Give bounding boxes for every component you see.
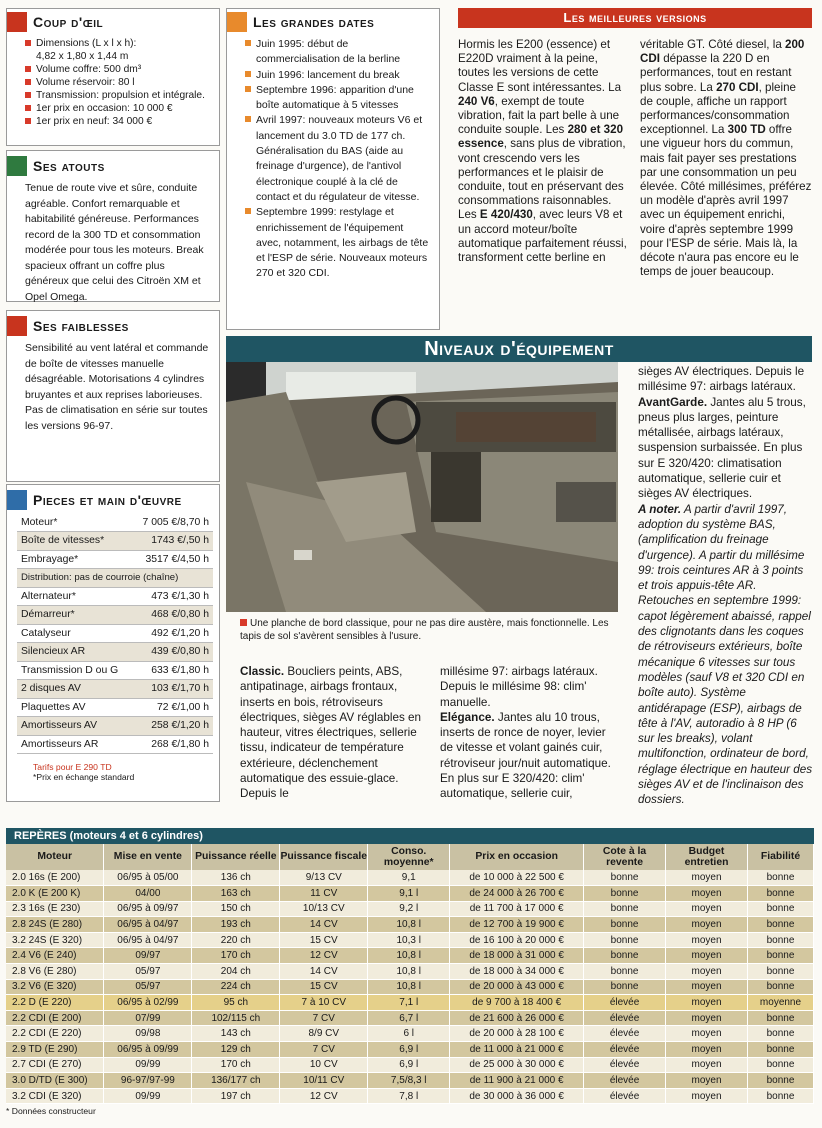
orange-marker <box>227 12 247 32</box>
part-name: Silencieux AR <box>17 643 132 662</box>
bullet-square <box>25 105 31 111</box>
table-cell: 136 ch <box>192 870 280 886</box>
bullet-item <box>25 115 209 128</box>
bullet-text: Volume coffre: 500 dm³ <box>36 64 142 75</box>
pieces-box <box>6 484 220 802</box>
table-cell: de 24 000 à 26 700 € <box>450 886 584 902</box>
table-cell: de 25 000 à 30 000 € <box>450 1057 584 1073</box>
part-price: 268 €/1,80 h <box>132 735 213 754</box>
parts-row <box>17 532 213 551</box>
table-cell: 10/11 CV <box>280 1073 368 1089</box>
table-cell: 9,2 l <box>368 901 450 917</box>
table-cell: de 12 700 à 19 900 € <box>450 917 584 933</box>
part-price: 103 €/1,70 h <box>132 680 213 699</box>
table-cell: bonne <box>584 870 666 886</box>
table-cell: 7 à 10 CV <box>280 995 368 1011</box>
table-cell: bonne <box>747 979 813 995</box>
table-row <box>6 1010 814 1026</box>
part-name: Transmission D ou G <box>17 661 132 680</box>
bullet-text: Septembre 1999: restylage et enrichissement de l'équipement avec, notamment, les airbags de tête et l'ESP de série. Nouveaux moteurs 270 et 320 CDI. <box>256 206 429 280</box>
table-cell: moyen <box>666 917 748 933</box>
grandes-dates-box <box>226 8 440 330</box>
parts-row <box>17 624 213 643</box>
table-cell: bonne <box>584 964 666 980</box>
part-price: 492 €/1,20 h <box>132 624 213 643</box>
table-cell: moyen <box>666 1088 748 1104</box>
red-bullet <box>240 619 247 626</box>
column-header: Prix en occasion <box>450 844 584 870</box>
body-text: offre une vigueur hors du commun, mais fait payer ses prestations par une consommation un peu élevée. Côté millésimes, préférez un modèle d'après avril 1997 avec un équipement enrichi, voire d'après septembre 1999 pour l'ESP de série. Mais là, la décote n'aura pas encore eu le temps de jouer beaucoup. <box>640 123 812 279</box>
bold-text: 300 TD <box>727 123 766 137</box>
column-header: Conso. moyenne* <box>368 844 450 870</box>
faiblesses-box <box>6 310 220 482</box>
table-cell: 136/177 ch <box>192 1073 280 1089</box>
table-cell: 06/95 à 09/99 <box>104 1042 192 1058</box>
table-cell: 15 CV <box>280 932 368 948</box>
table-cell: 9,1 l <box>368 886 450 902</box>
part-name: Catalyseur <box>17 624 132 643</box>
table-cell: moyen <box>666 964 748 980</box>
column-header: Puissance réelle <box>192 844 280 870</box>
niveaux-col-3 <box>638 364 814 808</box>
part-name: Plaquettes AV <box>17 698 132 717</box>
bullet-item <box>25 102 209 115</box>
body-text: A partir d'avril 1997, adoption du système BAS, (amplification du freinage d'urgence). A partir du millésime 99: trois ceintures AR à 3 points et trois appuis-tête AR. Retouches en septembre 1999: capot légèrement abaissé, rappel des clignotants dans les coques de rétroviseurs extérieurs, boîte mécanique 6 vitesses sur tous modèles (sauf V8 et 320 CDI en boîte auto). Système antidérapage (ESP), airbags de tête à l'AV, autoradio à 8 HP (6 sur les breaks), volant multifonction, ordinateur de bord, réglage électrique en hauteur des sièges AV et de l'inclinaison des dossiers. <box>638 502 813 807</box>
table-cell: 10 CV <box>280 1057 368 1073</box>
part-price: 1743 €/,50 h <box>132 532 213 551</box>
table-cell: 7,8 l <box>368 1088 450 1104</box>
table-cell: bonne <box>747 964 813 980</box>
table-cell: de 11 900 à 21 000 € <box>450 1073 584 1089</box>
table-cell: 95 ch <box>192 995 280 1011</box>
body-text: Boucliers peints, ABS, antipatinage, airbags frontaux, inserts en bois, rétroviseurs électriques, sièges AV réglables en hauteur, vitres électriques, sellerie tissu, indicateur de température extérieure, déclenchement automatique des essuie-glace. Depuis le <box>240 665 422 801</box>
pieces-title: Pieces et main d'œuvre <box>33 492 182 508</box>
bold-text: Elégance. <box>440 710 495 724</box>
green-marker <box>7 156 27 176</box>
niveaux-col-1 <box>240 664 426 802</box>
table-cell: de 9 700 à 18 400 € <box>450 995 584 1011</box>
table-cell: de 21 600 à 26 000 € <box>450 1010 584 1026</box>
table-cell: 12 CV <box>280 948 368 964</box>
bullet-text: Dimensions (L x l x h): <box>36 38 137 49</box>
bullet-square <box>25 92 31 98</box>
meilleures-title: Les meilleures versions <box>458 8 812 28</box>
bullet-item <box>245 83 431 114</box>
table-cell: de 11 000 à 21 000 € <box>450 1042 584 1058</box>
table-cell: bonne <box>584 948 666 964</box>
table-row <box>6 870 814 886</box>
bullet-text: Juin 1995: début de commercialisation de la berline <box>256 38 401 66</box>
table-cell: bonne <box>747 1088 813 1104</box>
part-price: 439 €/0,80 h <box>132 643 213 662</box>
parts-row <box>17 680 213 699</box>
bullet-square <box>245 116 251 122</box>
body-text: Jantes alu 5 trous, pneus plus larges, peinture métallisée, airbags latéraux, suspension surbaissée. En plus sur E 320/420: climatisation automatique, sellerie cuir et sièges AV électriques. <box>638 395 806 501</box>
bullet-text: Avril 1997: nouveaux moteurs V6 et lancement du 3.0 TD de 177 ch. Généralisation du BAS (aide au freinage d'urgence), de l'antivol électronique couplé à la clé de contact et du régulateur de vitesse. <box>256 114 423 203</box>
part-name: Démarreur* <box>17 606 132 625</box>
table-cell: 163 ch <box>192 886 280 902</box>
table-cell: 2.4 V6 (E 240) <box>6 948 104 964</box>
table-cell: bonne <box>747 1010 813 1026</box>
table-cell: moyenne <box>747 995 813 1011</box>
bullet-item <box>25 63 209 76</box>
table-cell: 3.2 24S (E 320) <box>6 932 104 948</box>
dates-list <box>227 33 439 282</box>
table-cell: 3.2 V6 (E 320) <box>6 979 104 995</box>
table-row <box>6 1026 814 1042</box>
tarifs-note <box>33 762 219 782</box>
caption-text: Une planche de bord classique, pour ne pas dire austère, mais fonctionnelle. Les tapis de sol s'avèrent sensibles à l'usure. <box>240 618 609 642</box>
niveaux-title: Niveaux d'équipement <box>226 336 812 362</box>
table-cell: 2.8 V6 (E 280) <box>6 964 104 980</box>
part-price: 473 €/1,30 h <box>132 587 213 606</box>
coup-doeil-list <box>7 33 219 128</box>
bullet-square <box>245 40 251 46</box>
table-cell: 06/95 à 09/97 <box>104 901 192 917</box>
table-cell: 2.2 CDI (E 200) <box>6 1010 104 1026</box>
part-name: Boîte de vitesses* <box>17 532 132 551</box>
parts-row <box>17 661 213 680</box>
table-cell: moyen <box>666 1042 748 1058</box>
table-cell: de 11 700 à 17 000 € <box>450 901 584 917</box>
bullet-square <box>25 66 31 72</box>
bold-text: 270 CDI <box>716 80 759 94</box>
bullet-text: Transmission: propulsion et intégrale. <box>36 90 205 101</box>
table-cell: 6 l <box>368 1026 450 1042</box>
table-header-row <box>6 844 814 870</box>
niveaux-col-2 <box>440 664 620 802</box>
body-text: millésime 97: airbags latéraux. Depuis le millésime 98: clim' manuelle. <box>440 665 598 709</box>
table-cell: 170 ch <box>192 948 280 964</box>
body-text: , pleine de couple, affiche un rapport performances/consommation exceptionnel. La <box>640 80 796 137</box>
bullet-item <box>245 68 431 83</box>
bullet-square <box>25 40 31 46</box>
table-cell: 09/99 <box>104 1057 192 1073</box>
bold-text: 280 et 320 essence <box>458 123 624 151</box>
table-cell: 2.2 CDI (E 220) <box>6 1026 104 1042</box>
column-header: Cote à la revente <box>584 844 666 870</box>
table-cell: 07/99 <box>104 1010 192 1026</box>
table-cell: élevée <box>584 1010 666 1026</box>
table-cell: moyen <box>666 995 748 1011</box>
bullet-item <box>25 50 209 63</box>
table-cell: bonne <box>747 1026 813 1042</box>
table-cell: 220 ch <box>192 932 280 948</box>
part-name: Moteur* <box>17 513 132 532</box>
bullet-text: 1er prix en occasion: 10 000 € <box>36 103 173 114</box>
table-cell: moyen <box>666 901 748 917</box>
bullet-text: Septembre 1996: apparition d'une boîte automatique à 5 vitesses <box>256 83 414 112</box>
table-cell: 8/9 CV <box>280 1026 368 1042</box>
table-cell: 2.8 24S (E 280) <box>6 917 104 933</box>
tarifs-label: Tarifs pour E 290 TD <box>33 762 112 772</box>
table-cell: 2.7 CDI (E 270) <box>6 1057 104 1073</box>
table-cell: de 20 000 à 43 000 € <box>450 979 584 995</box>
table-cell: bonne <box>747 1073 813 1089</box>
table-cell: de 10 000 à 22 500 € <box>450 870 584 886</box>
table-row <box>6 1042 814 1058</box>
red-marker <box>7 12 27 32</box>
bold-text: 240 V6 <box>458 94 495 108</box>
table-cell: 12 CV <box>280 1088 368 1104</box>
table-cell: moyen <box>666 870 748 886</box>
bullet-square <box>245 71 251 77</box>
bullet-square <box>25 79 31 85</box>
part-name: Distribution: pas de courroie (chaîne) <box>17 569 213 588</box>
table-cell: 10,8 l <box>368 964 450 980</box>
column-header: Fiabilité <box>747 844 813 870</box>
table-row <box>6 886 814 902</box>
table-cell: 05/97 <box>104 964 192 980</box>
photo-caption <box>240 618 624 643</box>
table-cell: 06/95 à 04/97 <box>104 917 192 933</box>
coup-doeil-title: Coup d'œil <box>33 14 104 30</box>
table-cell: de 20 000 à 28 100 € <box>450 1026 584 1042</box>
table-cell: 129 ch <box>192 1042 280 1058</box>
table-cell: 10/13 CV <box>280 901 368 917</box>
table-cell: élevée <box>584 995 666 1011</box>
table-cell: élevée <box>584 1088 666 1104</box>
table-row <box>6 1073 814 1089</box>
bullet-text: 4,82 x 1,80 x 1,44 m <box>36 51 129 62</box>
table-cell: 06/95 à 05/00 <box>104 870 192 886</box>
body-text: dépasse la 220 D en performances, tout en restant plus sobre. La <box>640 52 792 94</box>
column-header: Mise en vente <box>104 844 192 870</box>
coup-doeil-box <box>6 8 220 146</box>
bullet-square <box>245 86 251 92</box>
table-cell: 2.3 16s (E 230) <box>6 901 104 917</box>
table-cell: 224 ch <box>192 979 280 995</box>
atouts-title: Ses atouts <box>33 158 105 174</box>
table-row <box>6 995 814 1011</box>
column-header: Puissance fiscale <box>280 844 368 870</box>
table-cell: 7,5/8,3 l <box>368 1073 450 1089</box>
table-cell: 143 ch <box>192 1026 280 1042</box>
table-cell: bonne <box>747 901 813 917</box>
parts-table <box>17 513 213 754</box>
part-name: Amortisseurs AV <box>17 717 132 736</box>
red-marker <box>7 316 27 336</box>
table-cell: 2.2 D (E 220) <box>6 995 104 1011</box>
bullet-text: Volume réservoir: 80 l <box>36 77 135 88</box>
bullet-item <box>25 37 209 50</box>
table-cell: bonne <box>747 1042 813 1058</box>
table-cell: bonne <box>747 870 813 886</box>
table-cell: bonne <box>584 979 666 995</box>
bold-text: AvantGarde. <box>638 395 708 409</box>
table-cell: 6,9 l <box>368 1057 450 1073</box>
parts-row <box>17 550 213 569</box>
part-price: 468 €/0,80 h <box>132 606 213 625</box>
table-row <box>6 932 814 948</box>
table-cell: 204 ch <box>192 964 280 980</box>
dashboard-photo <box>226 362 618 612</box>
table-cell: moyen <box>666 886 748 902</box>
parts-row <box>17 717 213 736</box>
body-text: Hormis les E200 (essence) et E220D vraiment à la peine, toutes les versions de cette Classe E sont intéressantes. La <box>458 38 622 94</box>
body-text: , sans plus de vibration, vont crescendo vers les performances et le plaisir de conduite, tout en préservant des consommations raisonnables. Les <box>458 137 626 222</box>
table-cell: bonne <box>584 917 666 933</box>
faiblesses-title: Ses faiblesses <box>33 318 129 334</box>
part-name: Alternateur* <box>17 587 132 606</box>
atouts-box <box>6 150 220 302</box>
part-name: Embrayage* <box>17 550 132 569</box>
table-cell: 170 ch <box>192 1057 280 1073</box>
table-cell: 197 ch <box>192 1088 280 1104</box>
echange-note: *Prix en échange standard <box>33 772 135 782</box>
faiblesses-text: Sensibilité au vent latéral et commande de boîte de vitesses manuelle désagréable. Motorisations 4 cylindres bruyantes et aux reprises laborieuses. Pas de climatisation en série sur toutes les versions 96-97. <box>25 342 209 432</box>
table-cell: de 30 000 à 36 000 € <box>450 1088 584 1104</box>
table-cell: 7 CV <box>280 1010 368 1026</box>
table-row <box>6 1088 814 1104</box>
table-cell: bonne <box>584 901 666 917</box>
table-cell: 04/00 <box>104 886 192 902</box>
reperes-table <box>6 844 814 1104</box>
bold-text: E 420/430 <box>479 208 533 222</box>
table-cell: bonne <box>747 932 813 948</box>
table-cell: 102/115 ch <box>192 1010 280 1026</box>
bullet-text: Juin 1996: lancement du break <box>256 68 400 81</box>
parts-row <box>17 587 213 606</box>
body-text: , exempt de toute vibration, fait la part belle à une conduite souple. Les <box>458 94 620 137</box>
table-cell: moyen <box>666 932 748 948</box>
bold-text: 200 CDI <box>640 38 805 66</box>
table-cell: moyen <box>666 1073 748 1089</box>
body-text: , avec leurs V8 et un accord moteur/boîte automatique parfaitement réussi, transforment cette berline en <box>458 208 627 265</box>
table-row <box>6 1057 814 1073</box>
table-cell: élevée <box>584 1042 666 1058</box>
table-cell: 3.2 CDI (E 320) <box>6 1088 104 1104</box>
table-cell: 193 ch <box>192 917 280 933</box>
meilleures-col-1 <box>458 38 628 265</box>
reperes-title: REPÈRES (moteurs 4 et 6 cylindres) <box>6 828 814 844</box>
table-cell: de 16 100 à 20 000 € <box>450 932 584 948</box>
table-cell: 9/13 CV <box>280 870 368 886</box>
table-cell: élevée <box>584 1057 666 1073</box>
table-cell: élevée <box>584 1073 666 1089</box>
table-cell: 2.0 K (E 200 K) <box>6 886 104 902</box>
bullet-item <box>245 113 431 205</box>
table-cell: 09/97 <box>104 948 192 964</box>
table-cell: 6,7 l <box>368 1010 450 1026</box>
bold-text: A noter. <box>638 502 682 516</box>
bullet-square <box>245 208 251 214</box>
table-footnote: * Données constructeur <box>6 1106 96 1116</box>
parts-row <box>17 513 213 532</box>
bullet-item <box>245 37 431 68</box>
table-cell: 09/98 <box>104 1026 192 1042</box>
table-cell: 7,1 l <box>368 995 450 1011</box>
body-text: Jantes alu 10 trous, inserts de ronce de noyer, levier de vitesse et volant gainés cuir, rétroviseur jour/nuit automatique. En plus sur E 320/420: clim' automatique, sellerie cuir, <box>440 710 611 801</box>
table-cell: 2.0 16s (E 200) <box>6 870 104 886</box>
parts-row <box>17 606 213 625</box>
bold-text: Classic. <box>240 665 285 678</box>
bullet-item <box>25 89 209 102</box>
part-price: 72 €/1,00 h <box>132 698 213 717</box>
table-cell: 10,8 l <box>368 917 450 933</box>
table-cell: moyen <box>666 1057 748 1073</box>
table-cell: bonne <box>584 886 666 902</box>
table-cell: 10,8 l <box>368 979 450 995</box>
parts-row <box>17 735 213 754</box>
table-cell: 10,3 l <box>368 932 450 948</box>
atouts-text: Tenue de route vive et sûre, conduite agréable. Confort remarquable et habitabilité généreuse. Performances record de la 300 TD et consommation modérée pour tous les moteurs. Break spacieux offrant un coffre plus généreux que celui des Citroën XM et Opel Omega. <box>25 182 204 303</box>
table-cell: moyen <box>666 1026 748 1042</box>
table-cell: de 18 000 à 34 000 € <box>450 964 584 980</box>
meilleures-col-2 <box>640 38 812 279</box>
table-cell: 9,1 <box>368 870 450 886</box>
grandes-dates-title: Les grandes dates <box>253 14 375 30</box>
blue-marker <box>7 490 27 510</box>
table-cell: de 18 000 à 31 000 € <box>450 948 584 964</box>
table-cell: 2.9 TD (E 290) <box>6 1042 104 1058</box>
table-cell: 09/99 <box>104 1088 192 1104</box>
part-name: 2 disques AV <box>17 680 132 699</box>
table-cell: 06/95 à 04/97 <box>104 932 192 948</box>
table-cell: 05/97 <box>104 979 192 995</box>
table-row <box>6 979 814 995</box>
table-cell: bonne <box>747 948 813 964</box>
table-row <box>6 948 814 964</box>
table-cell: 150 ch <box>192 901 280 917</box>
table-cell: 96-97/97-99 <box>104 1073 192 1089</box>
body-text: véritable GT. Côté diesel, la <box>640 38 785 51</box>
parts-row <box>17 569 213 588</box>
table-cell: 3.0 D/TD (E 300) <box>6 1073 104 1089</box>
parts-row <box>17 643 213 662</box>
column-header: Budget entretien <box>666 844 748 870</box>
part-price: 633 €/1,80 h <box>132 661 213 680</box>
bullet-square <box>25 118 31 124</box>
table-cell: bonne <box>747 1057 813 1073</box>
table-cell: bonne <box>747 917 813 933</box>
table-cell: moyen <box>666 1010 748 1026</box>
table-row <box>6 901 814 917</box>
column-header: Moteur <box>6 844 104 870</box>
bullet-text: 1er prix en neuf: 34 000 € <box>36 116 153 127</box>
part-name: Amortisseurs AR <box>17 735 132 754</box>
table-cell: 14 CV <box>280 917 368 933</box>
table-cell: 6,9 l <box>368 1042 450 1058</box>
table-cell: moyen <box>666 948 748 964</box>
table-cell: 10,8 l <box>368 948 450 964</box>
table-cell: moyen <box>666 979 748 995</box>
body-text: sièges AV électriques. Depuis le millésime 97: airbags latéraux. <box>638 365 805 394</box>
table-cell: 06/95 à 02/99 <box>104 995 192 1011</box>
bullet-item <box>245 205 431 281</box>
bullet-item <box>25 76 209 89</box>
table-cell: 15 CV <box>280 979 368 995</box>
parts-row <box>17 698 213 717</box>
table-cell: bonne <box>747 886 813 902</box>
table-cell: 7 CV <box>280 1042 368 1058</box>
part-price: 3517 €/4,50 h <box>132 550 213 569</box>
part-price: 7 005 €/8,70 h <box>132 513 213 532</box>
table-cell: bonne <box>584 932 666 948</box>
table-cell: élevée <box>584 1026 666 1042</box>
part-price: 258 €/1,20 h <box>132 717 213 736</box>
table-cell: 14 CV <box>280 964 368 980</box>
table-row <box>6 917 814 933</box>
table-cell: 11 CV <box>280 886 368 902</box>
table-row <box>6 964 814 980</box>
